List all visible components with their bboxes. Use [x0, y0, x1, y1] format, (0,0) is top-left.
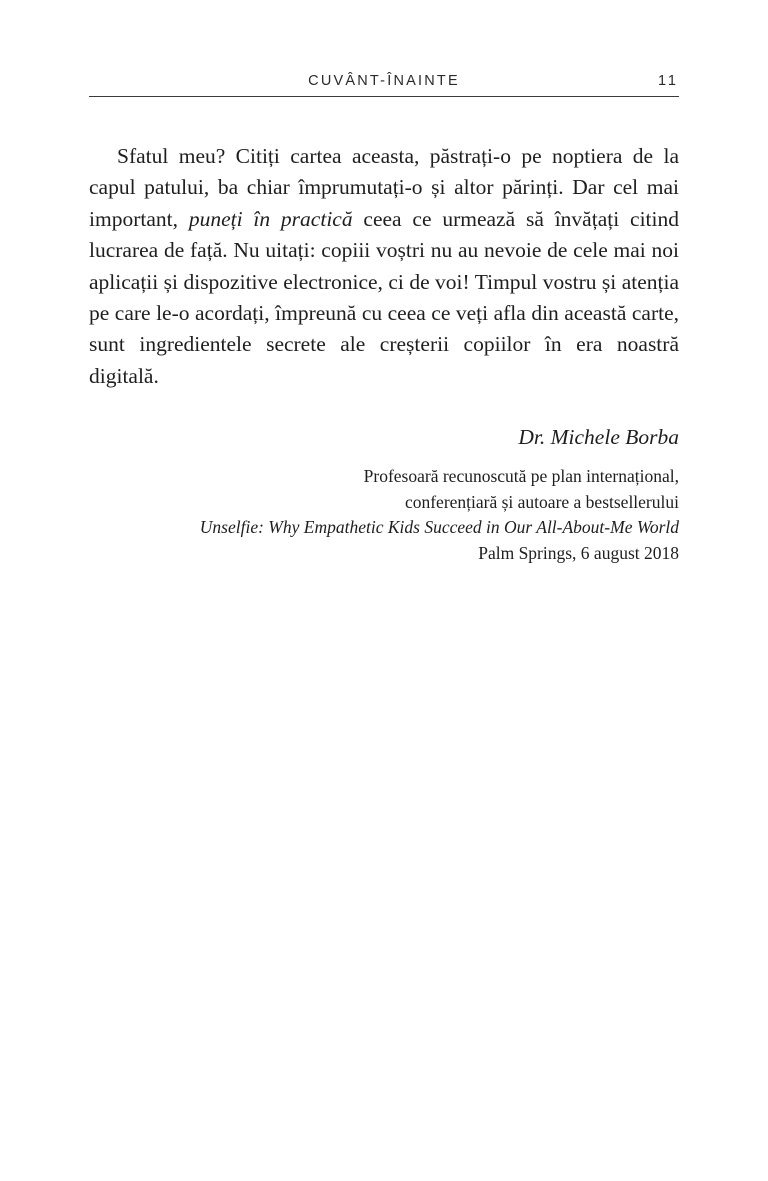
paragraph-text-end: ceea ce urmează să învățați citind lucrarea de față. Nu uitați: copiii voștri nu au nevoie de cele mai noi aplicații și dispozitive electronice, ci de voi! Timpul vostru și atenția pe care le-o acordați, împreună cu ceea ce veți afla din această carte, sunt ingredientele secrete ale creșterii copiilor în era noastră digitală. — [89, 206, 679, 388]
author-signature: Dr. Michele Borba — [518, 425, 679, 449]
running-title: CUVÂNT-ÎNAINTE — [308, 73, 460, 89]
credit-line-1: Profesoară recunoscută pe plan internațional, — [363, 466, 679, 486]
page-number: 11 — [657, 73, 679, 89]
place-date: Palm Springs, 6 august 2018 — [478, 542, 679, 563]
book-title: Unselfie: Why Empathetic Kids Succeed in Our All-About-Me World — [199, 517, 679, 537]
paragraph-text-start: Sfatul meu? Citiți cartea aceasta, păstrați-o pe noptiera de la capul patului, ba chiar împrumutați-o și altor părinți. Dar cel mai important, — [89, 144, 679, 231]
credit-line-2: conferențiară și autoare a bestsellerului — [404, 491, 679, 512]
running-header — [89, 70, 679, 97]
body-paragraph — [89, 141, 679, 392]
author-credits — [89, 464, 679, 566]
paragraph-emphasis: puneți în practică — [188, 206, 353, 231]
